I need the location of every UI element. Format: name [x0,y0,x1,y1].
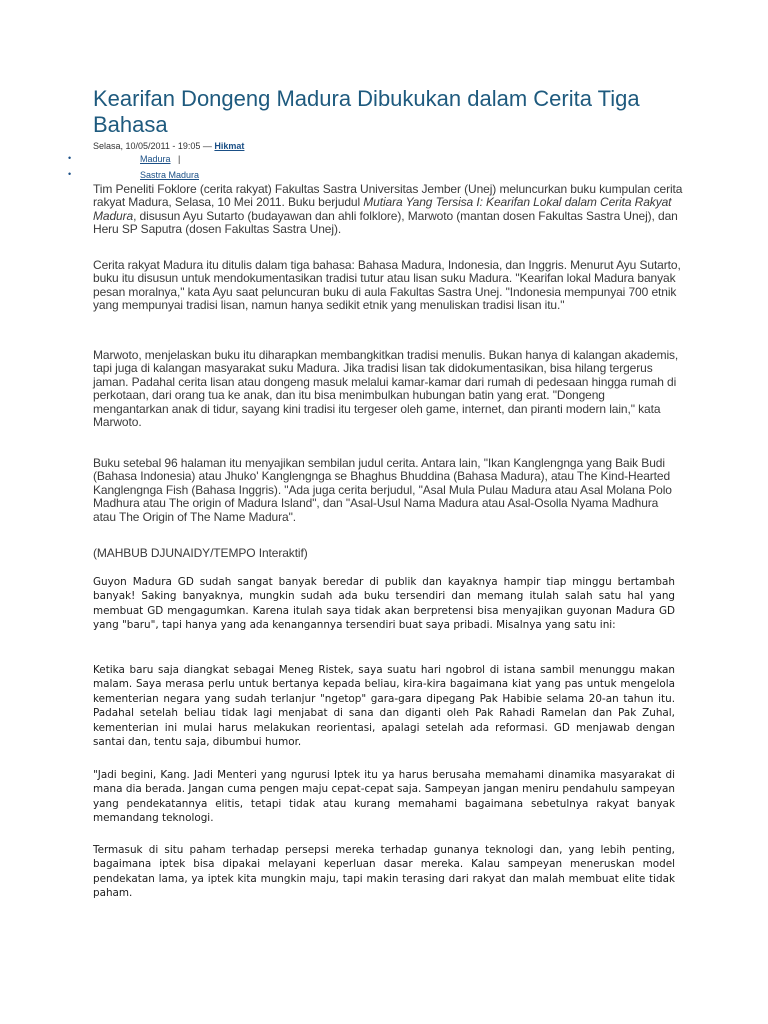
blog-paragraph-4: Termasuk di situ paham terhadap persepsi mereka terhadap gunanya teknologi dan, yang lebih penting, bagaimana iptek bisa dipakai melayani keperluan dasar mereka. Kalau sampeyan meneruskan model pendekatan lama, ya iptek kita mungkin maju, tapi makin terasing dari rakyat dan malah membuat elite tidak paham. [93,844,675,900]
article-paragraph-4: Buku setebal 96 halaman itu menyajikan sembilan judul cerita. Antara lain, "Ikan Kanglengnga yang Baik Budi (Bahasa Indonesia) atau Jhuko' Kanglengnga se Bhaghus Bhuddina (Bahasa Madura), atau The Kind-Hearted Kanglengnga Fish (Bahasa Inggris). "Ada juga cerita berjudul, "Asal Mula Pulau Madura atau Asal Molana Polo Madhura atau The origin of Madura Island", dan "Asal-Usul Nama Madura atau Asal-Osolla Nyama Madhura atau The Origin of The Name Madura". [93,456,672,524]
author-link[interactable]: Hikmat [214,141,245,151]
bullet-icon: • [68,153,72,163]
tag-list [0,153,768,185]
paragraph-text: Tim Peneliti Foklore (cerita rakyat) Fakultas Sastra Universitas Jember (Unej) meluncurkan buku kumpulan cerita rakyat Madura, Selasa, 10 Mei 2011. Buku berjudul [93,182,683,210]
article-paragraph-2: Cerita rakyat Madura itu ditulis dalam tiga bahasa: Bahasa Madura, Indonesia, dan Inggris. Menurut Ayu Sutarto, buku itu disusun untuk mendokumentasikan tradisi tutur atau lisan suku Madura. "Kearifan lokal Madura banyak pesan moralnya," kata Ayu saat peluncuran buku di aula Fakultas Sastra Unej. "Indonesia mempunyai 700 etnik yang mempunyai tradisi lisan, namun hanya sedikit etnik yang menuliskan tradisi lisan itu." [93,258,681,313]
bullet-icon: • [68,169,72,179]
tag-link-madura[interactable]: Madura [140,154,171,164]
paragraph-text: , disusun Ayu Sutarto (budayawan dan ahli folklore), Marwoto (mantan dosen Fakultas Sastra Unej), dan Heru SP Saputra (dosen Fakultas Sastra Unej). [93,208,678,237]
article-meta [93,141,244,151]
article-paragraph-1 [93,183,683,237]
blog-paragraph-1: Guyon Madura GD sudah sangat banyak beredar di publik dan kayaknya hampir tiap minggu bertambah banyak! Saking banyaknya, mungkin sudah ada buku tersendiri dan memang itulah salah satu hal yang membuat GD mengagumkan. Karena itulah saya tidak akan berpretensi bisa menyajikan guyonan Madura GD yang "baru", tapi hanya yang ada kenangannya tersendiri buat saya pribadi. Misalnya yang satu ini: [93,576,675,632]
article-title: Kearifan Dongeng Madura Dibukukan dalam Cerita Tiga Bahasa [93,86,640,137]
blog-paragraph-3: "Jadi begini, Kang. Jadi Menteri yang ngurusi Iptek itu ya harus berusaha memahami dinamika masyarakat di mana dia berada. Jangan cuma pengen maju cepat-cepat saja. Sampeyan jangan meniru pendahulu sampeyan yang pendekatannya elitis, tetapi tidak atau kurang memahami bagaimana sebetulnya rakyat banyak memandang teknologi. [93,769,675,825]
blog-paragraph-2: Ketika baru saja diangkat sebagai Meneg Ristek, saya suatu hari ngobrol di istana sambil menunggu makan malam. Saya merasa perlu untuk bertanya kepada beliau, kira-kira bagaimana kiat yang pas untuk mengelola kementerian negara yang sudah terlanjur "ngetop" gara-gara dipegang Pak Habibie selama 20-an tahun itu. Padahal setelah beliau tidak lagi menjabat di sana dan diganti oleh Pak Rahadi Ramelan dan Pak Zuhal, kementerian ini mulai harus melakukan reorientasi, apalagi setelah ada reformasi. GD menjawab dengan santai dan, tentu saja, dibumbui humor. [93,664,675,749]
article-paragraph-3: Marwoto, menjelaskan buku itu diharapkan membangkitkan tradisi menulis. Bukan hanya di kalangan akademis, tapi juga di kalangan masyarakat suku Madura. Jika tradisi lisan tak didokumentasikan, bisa hilang tergerus jaman. Padahal cerita lisan atau dongeng masuk melalui kamar-kamar dari rumah di pedesaan hingga rumah di perkotaan, dari orang tua ke anak, dan itu bisa menimbulkan hubungan batin yang erat. "Dongeng mengantarkan anak di tidur, sayang kini tradisi itu tergeser oleh game, internet, dan piranti modern lain," kata Marwoto. [93,348,679,430]
tag-item [0,153,768,169]
tag-separator: | [178,154,181,164]
article-source: (MAHBUB DJUNAIDY/TEMPO Interaktif) [93,546,308,560]
tag-link-sastra-madura[interactable]: Sastra Madura [140,170,200,180]
article-date: Selasa, 10/05/2011 - 19:05 — [93,141,215,151]
book-title: Mutiara Yang Tersisa I: Kearifan Lokal dalam Cerita Rakyat Madura [93,195,672,223]
